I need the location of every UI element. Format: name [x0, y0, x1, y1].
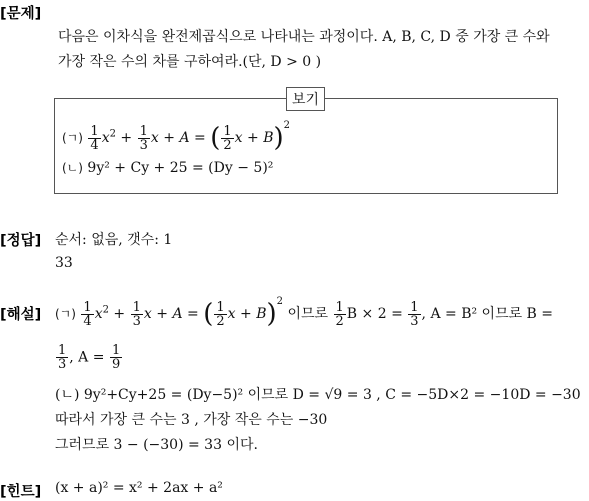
problem-header: [문제] [0, 6, 42, 22]
fraction: $\frac{1}{9}$ [111, 343, 121, 372]
fraction: $\frac{1}{2}$ [335, 299, 344, 329]
fraction: $\frac{1}{3}$ [58, 343, 67, 372]
solution-line-1-end: , A = B² 이므로 B = [421, 306, 554, 322]
solution-item-1-marker: (ㄱ) [55, 307, 76, 321]
hint-header: [힌트] [0, 484, 42, 500]
fraction: $\frac{1}{4}$ [90, 123, 99, 153]
answer-header: [정답] [0, 233, 42, 249]
answer-order-line: 순서: 없음, 갯수: 1 [55, 232, 173, 248]
solution-line-5: 그러므로 3 − (−30) = 33 이다. [55, 437, 258, 453]
fraction: $\frac{1}{3}$ [132, 299, 141, 329]
example-item-2-equation: 9y² + Cy + 25 = (Dy − 5)² [87, 160, 274, 176]
solution-line-2 [55, 344, 123, 371]
solution-line-1-tail: 이므로 [287, 306, 329, 322]
fraction: $\frac{1}{3}$ [139, 123, 148, 153]
fraction: $\frac{1}{2}$ [216, 299, 225, 329]
solution-line-2-mid: , A = [69, 349, 105, 366]
example-item-1: (ㄱ) $\frac{1}{4}$ $x^2$ + $\frac{1}{3}$ x + A = ( $\frac{1}{2}$ x + B)$^2$ [62, 120, 291, 153]
hint-text: (x + a)² = x² + 2ax + a² [55, 480, 223, 496]
answer-value: 33 [55, 255, 73, 271]
problem-line-2: 가장 작은 수의 차를 구하여라.(단, D > 0 ) [58, 54, 322, 70]
solution-line-1: (ㄱ) $\frac{1}{4}$ $x^2$ + $\frac{1}{3}$ x + A = ( $\frac{1}{2}$ x + B)$^2$ 이므로 $\frac{1}{2}$ B × 2 = $\frac{1}{3}$ , A = B² 이므로 B = [55, 296, 554, 329]
fraction: $\frac{1}{3}$ [410, 299, 419, 329]
fraction: $\frac{1}{2}$ [223, 123, 232, 153]
problem-line-1: 다음은 이차식을 완전제곱식으로 나타내는 과정이다. A, B, C, D 중 가장 큰 수와 [58, 29, 550, 45]
solution-line-1-b: B × 2 = [346, 306, 403, 322]
solution-line-3: (ㄴ) 9y²+Cy+25 = (Dy−5)² 이므로 D = √9 = 3 , C = −5D×2 = −10D = −30 [55, 387, 581, 403]
example-item-2 [62, 159, 273, 176]
solution-header: [해설] [0, 307, 42, 323]
solution-line-4: 따라서 가장 큰 수는 3 , 가장 작은 수는 −30 [55, 412, 328, 428]
example-item-1-marker: (ㄱ) [62, 131, 83, 145]
example-item-2-marker: (ㄴ) [62, 161, 83, 175]
example-box-label: 보기 [286, 87, 325, 111]
fraction: $\frac{1}{4}$ [83, 299, 92, 329]
